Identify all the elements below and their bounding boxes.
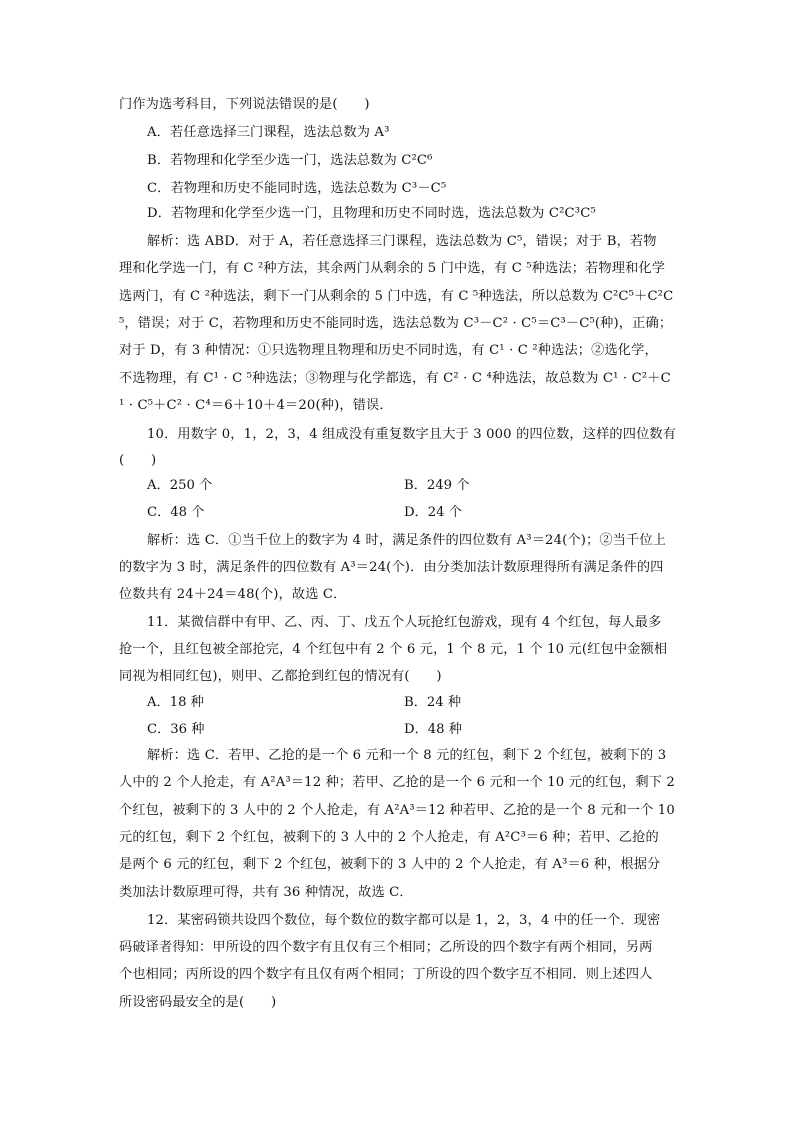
q9-stem-end: 门作为选考科目，下列说法错误的是( ) [119, 97, 370, 112]
q12-stem-line: 12．某密码锁共设四个数位，每个数位的数字都可以是 1，2，3，4 中的任一个．现密 [147, 913, 661, 928]
q12-stem-line: 码破译者得知：甲所设的四个数字有且仅有三个相同；乙所设的四个数字有两个相同，另两 [119, 940, 653, 955]
q11-option-b: B．24 种 [404, 695, 462, 710]
q10-analysis-line: 解析：选 C．①当千位上的数字为 4 时，满足条件的四位数有 A³＝24(个)；②当千位上 [147, 533, 667, 548]
q9-analysis-line: 对于 D，有 3 种情况：①只选物理且物理和历史不同时选，有 C¹ · C ²种选法；②选化学， [119, 343, 658, 358]
q12-stem-line: 个也相同；丙所设的四个数字有且仅有两个相同；丁所设的四个数字互不相同．则上述四人 [119, 967, 653, 982]
q10-option-b: B．249 个 [404, 478, 470, 493]
q9-option-d: D．若物理和化学至少选一门，且物理和历史不同时选，选法总数为 C²C³C⁵ [147, 206, 596, 221]
q9-analysis-line: 选两门，有 C ²种选法，剩下一门从剩余的 5 门中选，有 C ⁵种选法，所以总数为 C²C⁵＋C²C [119, 289, 674, 304]
q11-analysis-line: 类加法计数原理可得，共有 36 种情况，故选 C． [119, 885, 413, 900]
q9-option-c: C．若物理和历史不能同时选，选法总数为 C³－C⁵ [147, 181, 447, 196]
q10-option-a: A．250 个 [147, 478, 213, 493]
q12-stem-line: 所设密码最安全的是( ) [119, 995, 277, 1010]
q9-analysis-line: 解析：选 ABD．对于 A，若任意选择三门课程，选法总数为 C⁵，错误；对于 B，若物 [147, 234, 657, 249]
q10-stem-line: ( ) [119, 453, 157, 468]
q11-stem-line: 11．某微信群中有甲、乙、丙、丁、戊五个人玩抢红包游戏，现有 4 个红包，每人最多 [147, 615, 662, 630]
q11-analysis-line: 是两个 6 元的红包，剩下 2 个红包，被剩下的 3 人中的 2 个人抢走，有 A³＝6 种，根据分 [119, 857, 661, 872]
q11-analysis-line: 元的红包，剩下 2 个红包，被剩下的 3 人中的 2 个人抢走，有 A²C³＝6 种；若甲、乙抢的 [119, 830, 659, 845]
q9-analysis-line: 理和化学选一门，有 C ²种方法，其余两门从剩余的 5 门中选，有 C ⁵种选法；若物理和化学 [119, 261, 666, 276]
q9-option-a: A．若任意选择三门课程，选法总数为 A³ [147, 125, 390, 140]
q11-stem-line: 抢一个，且红包被全部抢完，4 个红包中有 2 个 6 元，1 个 8 元，1 个 10 元(红包中金额相 [119, 642, 668, 657]
q10-analysis-line: 位数共有 24＋24＝48(个)，故选 C． [119, 587, 347, 602]
q10-option-d: D．24 个 [404, 505, 462, 520]
q11-option-c: C．36 种 [147, 722, 205, 737]
q11-stem-line: 同视为相同红包)，则甲、乙都抢到红包的情况有( ) [119, 669, 442, 684]
q10-option-c: C．48 个 [147, 505, 205, 520]
q11-option-d: D．48 种 [404, 722, 462, 737]
q11-option-a: A．18 种 [147, 695, 204, 710]
q9-analysis-line: ⁵，错误；对于 C，若物理和历史不能同时选，选法总数为 C³－C² · C⁵＝C³－C⁵(种)，正确； [119, 316, 673, 331]
q10-stem-line: 10．用数字 0，1，2，3，4 组成没有重复数字且大于 3 000 的四位数，这样的四位数有 [147, 427, 677, 442]
q9-option-b: B．若物理和化学至少选一门，选法总数为 C²C⁶ [147, 153, 433, 168]
q11-analysis-line: 个红包，被剩下的 3 人中的 2 个人抢走，有 A²A³＝12 种若甲、乙抢的是一个 8 元和一个 10 [119, 803, 675, 818]
q9-analysis-line: ¹ · C⁵＋C² · C⁴＝6＋10＋4＝20(种)，错误． [119, 398, 393, 413]
q11-analysis-line: 人中的 2 个人抢走，有 A²A³＝12 种；若甲、乙抢的是一个 6 元和一个 10 元的红包，剩下 2 [119, 775, 675, 790]
q11-analysis-line: 解析：选 C．若甲、乙抢的是一个 6 元和一个 8 元的红包，剩下 2 个红包，被剩下的 3 [147, 748, 667, 763]
q10-analysis-line: 的数字为 3 时，满足条件的四位数有 A³＝24(个)．由分类加法计数原理得所有满足条件的四 [119, 560, 664, 575]
q9-analysis-line: 不选物理，有 C¹ · C ⁵种选法；③物理与化学都选，有 C² · C ⁴种选法，故总数为 C¹ · C²＋C [119, 371, 671, 386]
